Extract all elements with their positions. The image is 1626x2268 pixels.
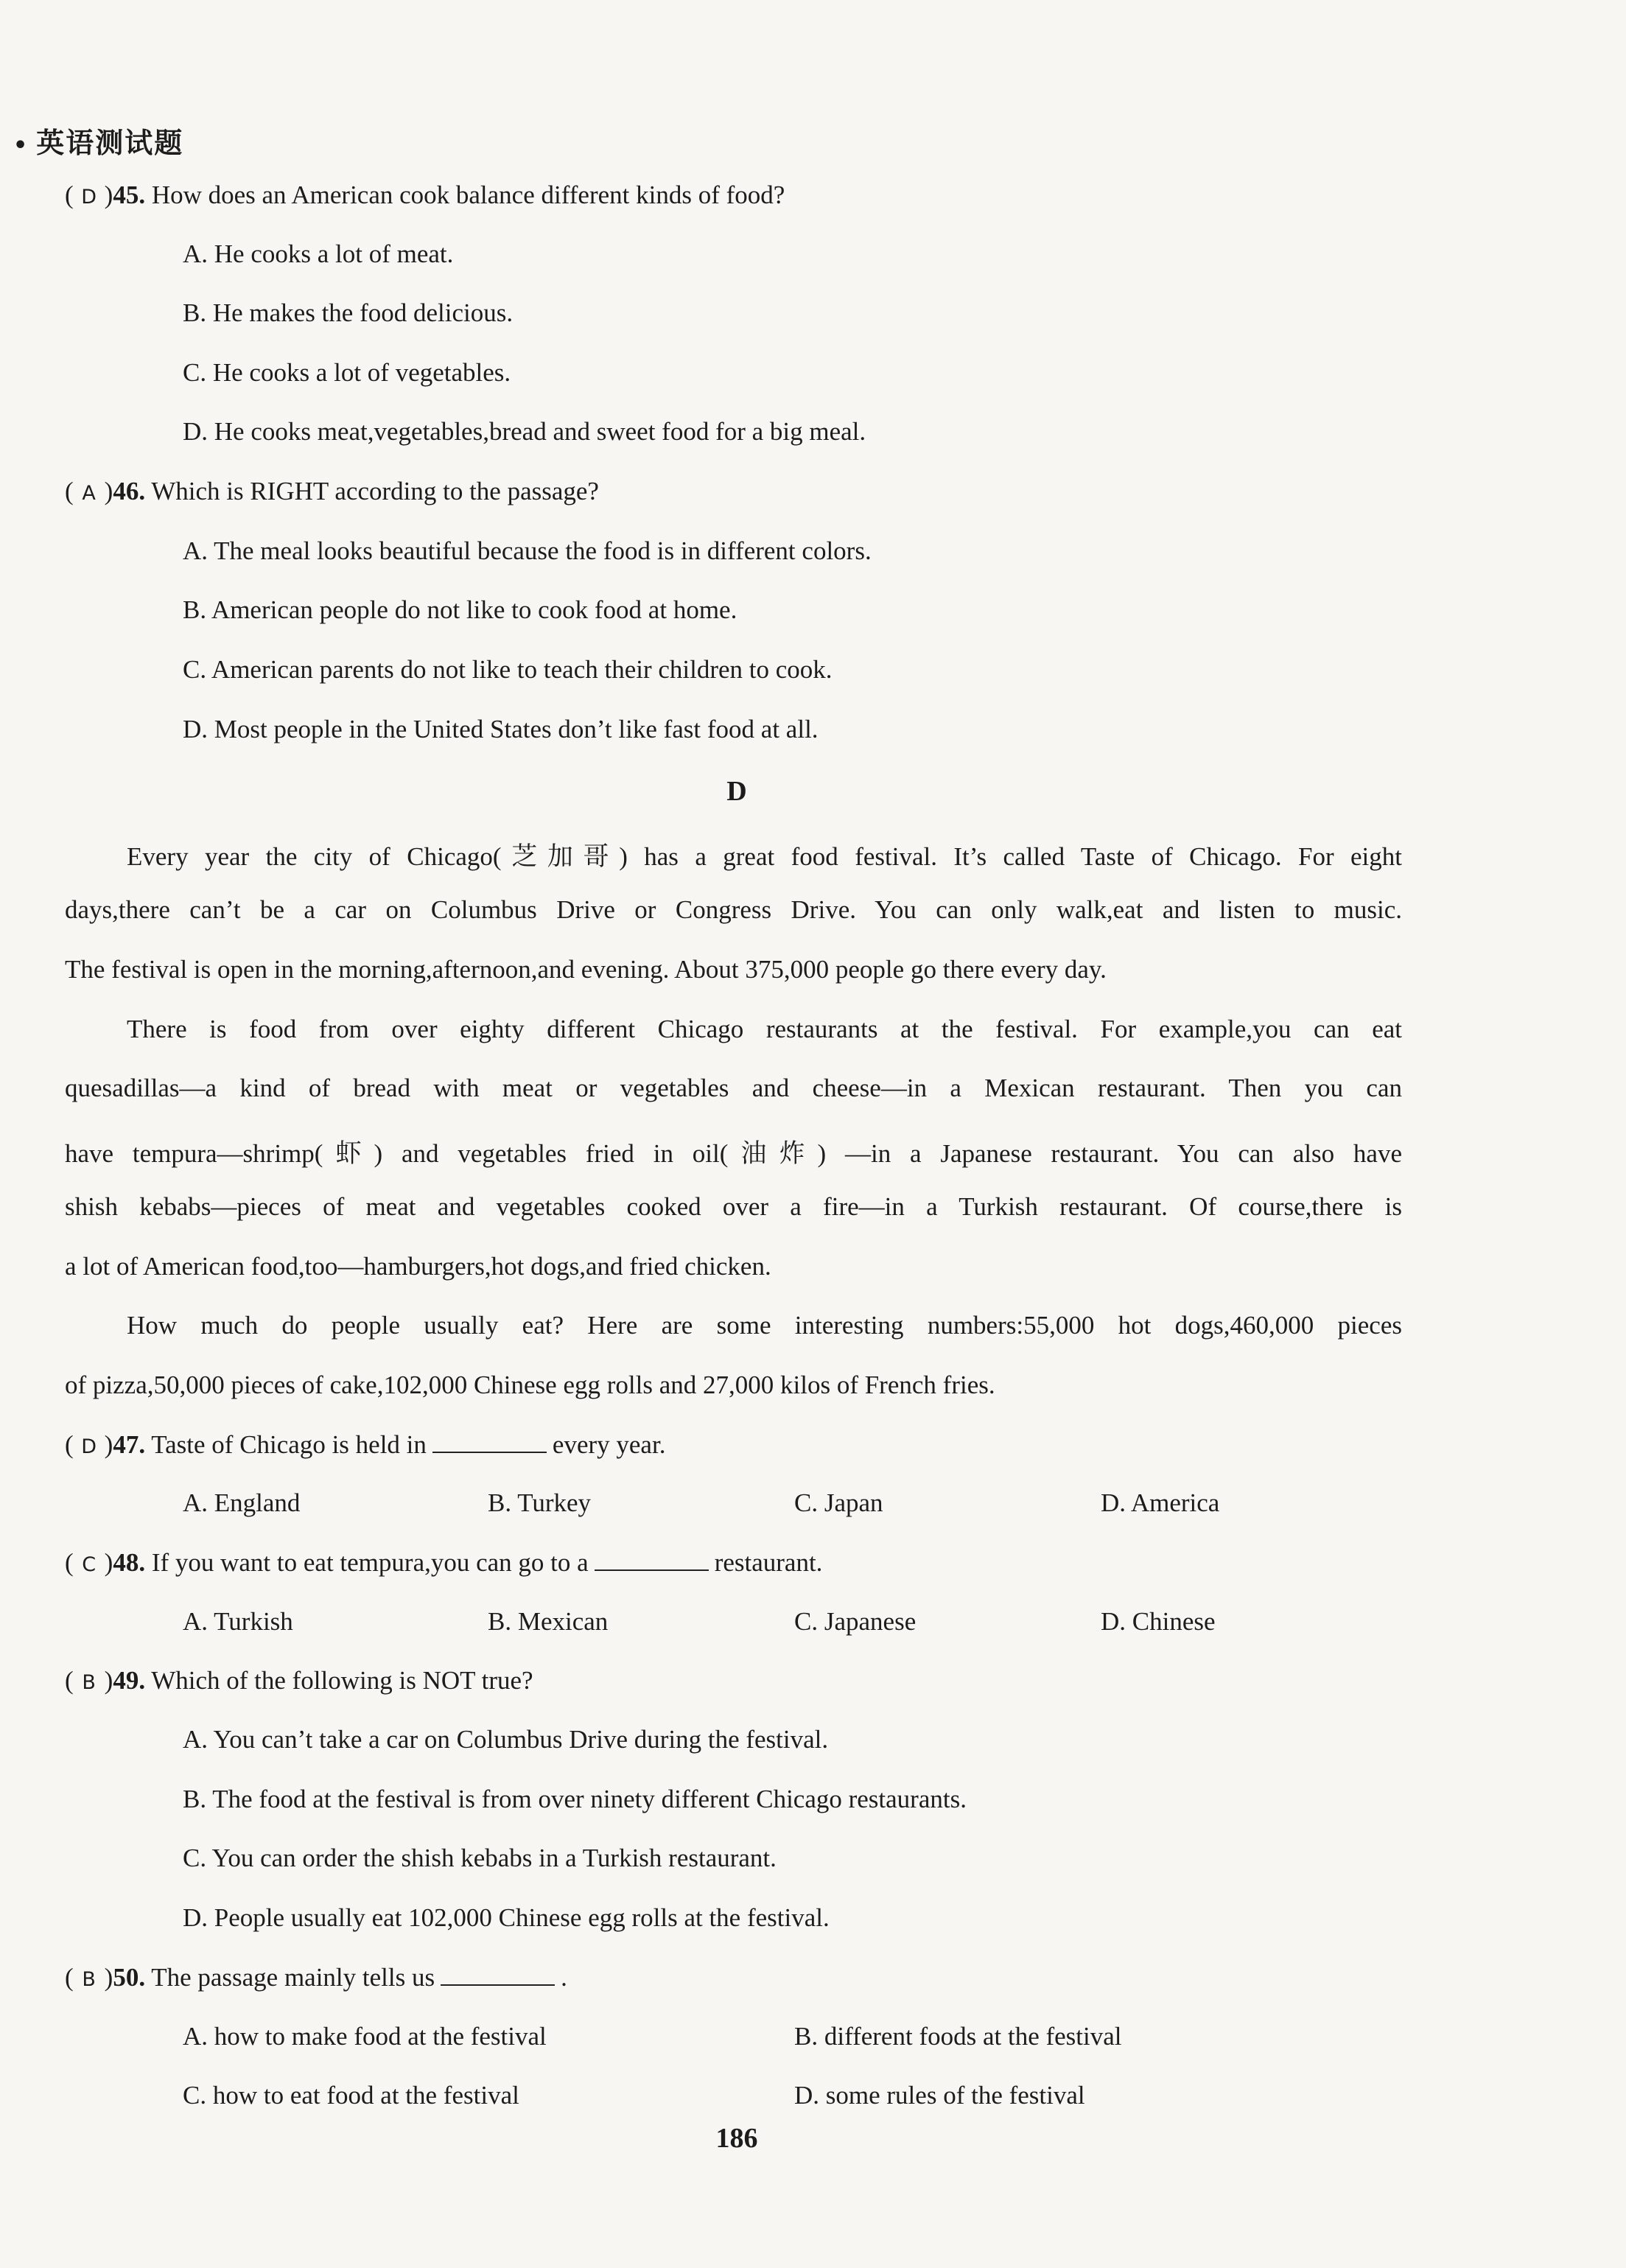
- passage-line: There is food from over eighty different Chicago restaurants at the festival. For example,you can eat: [127, 1015, 1402, 1043]
- q47-option-a: A. England: [183, 1488, 301, 1517]
- answer-46: A: [82, 482, 96, 505]
- q46-option-b: B. American people do not like to cook food at home.: [183, 595, 737, 624]
- question-text: The passage mainly tells us: [151, 1963, 435, 1992]
- question-number: 49.: [113, 1666, 146, 1695]
- question-text: restaurant.: [714, 1548, 823, 1577]
- passage-line: Every year the city of Chicago(芝加哥) has a great food festival. It’s called Taste of Chicago. For eight: [127, 842, 1402, 871]
- answer-blank: [595, 1547, 709, 1571]
- answer-49: B: [82, 1671, 96, 1694]
- question-50: ( B )50. The passage mainly tells us .: [65, 1963, 567, 1992]
- answer-blank: [441, 1962, 555, 1986]
- question-number: 50.: [113, 1963, 146, 1992]
- page-header: [13, 120, 183, 161]
- q48-option-b: B. Mexican: [488, 1607, 609, 1636]
- q48-option-d: D. Chinese: [1101, 1607, 1216, 1636]
- question-46: ( A )46. Which is RIGHT according to the passage?: [65, 477, 599, 505]
- q49-option-c: C. You can order the shish kebabs in a Turkish restaurant.: [183, 1844, 777, 1872]
- question-text: Taste of Chicago is held in: [151, 1430, 427, 1459]
- q47-option-c: C. Japan: [794, 1488, 883, 1517]
- page-number: 186: [715, 2123, 758, 2154]
- q47-option-b: B. Turkey: [488, 1488, 592, 1517]
- q50-option-a: A. how to make food at the festival: [183, 2022, 547, 2051]
- q47-option-d: D. America: [1101, 1488, 1220, 1517]
- question-text: .: [561, 1963, 567, 1992]
- q49-option-d: D. People usually eat 102,000 Chinese egg rolls at the festival.: [183, 1903, 830, 1932]
- question-number: 47.: [113, 1430, 146, 1459]
- answer-blank: [432, 1429, 547, 1453]
- question-text: Which is RIGHT according to the passage?: [151, 477, 599, 505]
- answer-45: D: [81, 186, 97, 209]
- question-47: ( D )47. Taste of Chicago is held in every year.: [65, 1430, 666, 1459]
- q50-option-b: B. different foods at the festival: [794, 2022, 1122, 2051]
- passage-line: a lot of American food,too—hamburgers,hot dogs,and fried chicken.: [65, 1252, 771, 1281]
- q49-option-b: B. The food at the festival is from over ninety different Chicago restaurants.: [183, 1785, 967, 1813]
- passage-line: days,there can’t be a car on Columbus Drive or Congress Drive. You can only walk,eat and listen to music.: [65, 895, 1402, 924]
- question-49: ( B )49. Which of the following is NOT true?: [65, 1666, 533, 1695]
- passage-line: quesadillas—a kind of bread with meat or vegetables and cheese—in a Mexican restaurant. Then you can: [65, 1074, 1402, 1102]
- passage-line: shish kebabs—pieces of meat and vegetables cooked over a fire—in a Turkish restaurant. Of course,there is: [65, 1192, 1402, 1221]
- passage-line: The festival is open in the morning,afternoon,and evening. About 375,000 people go there every day.: [65, 955, 1107, 984]
- q50-option-d: D. some rules of the festival: [794, 2081, 1085, 2110]
- question-48: ( C )48. If you want to eat tempura,you can go to a restaurant.: [65, 1548, 823, 1577]
- q45-option-c: C. He cooks a lot of vegetables.: [183, 358, 511, 387]
- question-number: 48.: [113, 1548, 146, 1577]
- bullet-icon: •: [13, 133, 29, 158]
- q45-option-b: B. He makes the food delicious.: [183, 298, 514, 327]
- q45-option-a: A. He cooks a lot of meat.: [183, 239, 454, 268]
- passage-line: How much do people usually eat? Here are some interesting numbers:55,000 hot dogs,460,000 pieces: [127, 1311, 1402, 1340]
- question-text: How does an American cook balance different kinds of food?: [151, 181, 785, 209]
- q46-option-d: D. Most people in the United States don’t like fast food at all.: [183, 715, 819, 743]
- passage-line: of pizza,50,000 pieces of cake,102,000 Chinese egg rolls and 27,000 kilos of French fries.: [65, 1371, 995, 1399]
- q49-option-a: A. You can’t take a car on Columbus Drive during the festival.: [183, 1725, 829, 1754]
- section-heading: D: [726, 776, 747, 807]
- passage-line: have tempura—shrimp(虾) and vegetables fried in oil(油炸) —in a Japanese restaurant. You can also have: [65, 1139, 1402, 1168]
- q45-option-d: D. He cooks meat,vegetables,bread and sweet food for a big meal.: [183, 417, 866, 446]
- answer-48: C: [82, 1553, 97, 1576]
- q46-option-a: A. The meal looks beautiful because the food is in different colors.: [183, 536, 872, 565]
- header-title: 英语测试题: [36, 127, 184, 159]
- question-45: ( D )45. How does an American cook balance different kinds of food?: [65, 181, 785, 209]
- question-text: every year.: [552, 1430, 666, 1459]
- q48-option-c: C. Japanese: [794, 1607, 917, 1636]
- question-text: If you want to eat tempura,you can go to a: [151, 1548, 589, 1577]
- q50-option-c: C. how to eat food at the festival: [183, 2081, 519, 2110]
- q48-option-a: A. Turkish: [183, 1607, 293, 1636]
- question-number: 45.: [113, 181, 146, 209]
- question-text: Which of the following is NOT true?: [151, 1666, 533, 1695]
- q46-option-c: C. American parents do not like to teach their children to cook.: [183, 655, 833, 684]
- answer-47: D: [81, 1435, 97, 1458]
- answer-50: B: [82, 1968, 96, 1991]
- question-number: 46.: [113, 477, 146, 505]
